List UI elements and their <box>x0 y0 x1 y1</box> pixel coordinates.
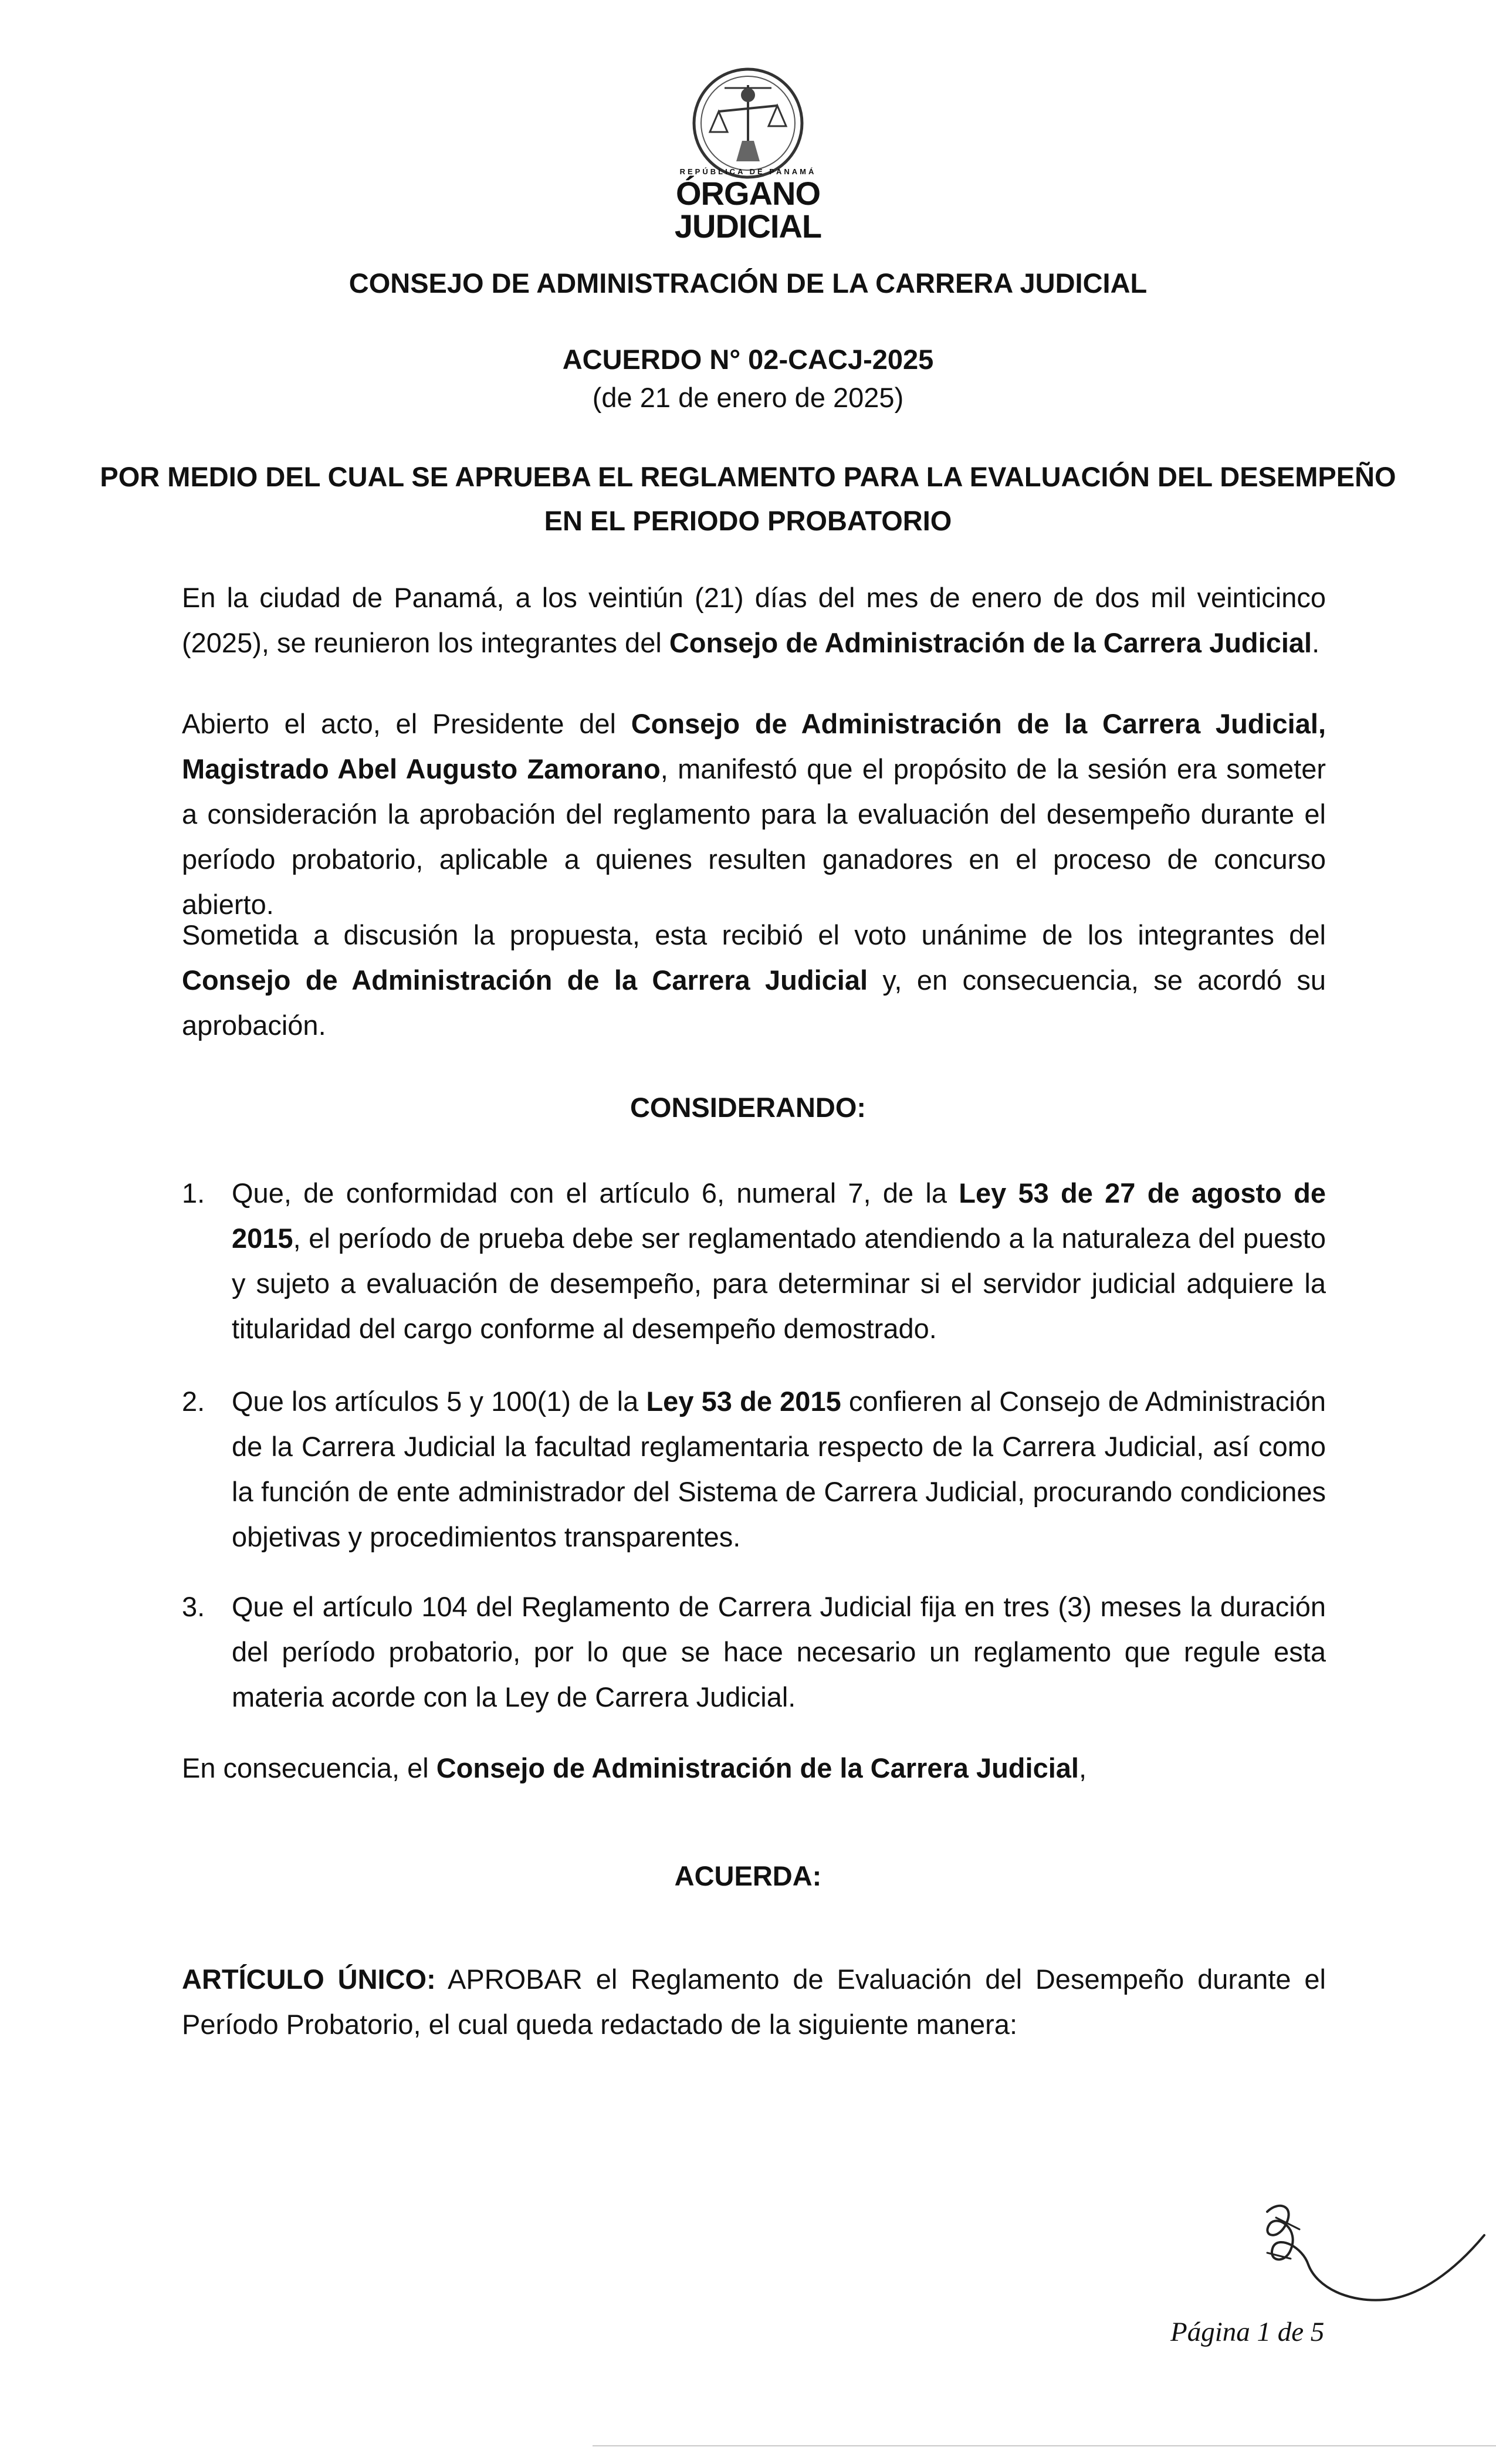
seal-republic-text: REPÚBLICA DE PANAMÁ <box>679 167 817 176</box>
intro-paragraph-1 <box>182 575 1326 665</box>
item-text <box>232 1170 1326 1351</box>
page-number: Página 1 de 5 <box>1170 2317 1325 2347</box>
bold-run: Ley 53 de 27 de agosto de 2015 <box>232 1177 1326 1254</box>
agreement-title-line1: POR MEDIO DEL CUAL SE APRUEBA EL REGLAMENTO PARA LA EVALUACIÓN DEL DESEMPEÑO <box>100 461 1396 492</box>
text-run: Sometida a discusión la propuesta, esta recibió el voto unánime de los integrantes del <box>182 919 1326 950</box>
item-text <box>232 1584 1326 1720</box>
bold-run: ARTÍCULO ÚNICO: <box>182 1964 436 1995</box>
text-run: En la ciudad de Panamá, a los veintiún (21) días del mes de enero de dos mil veinticinco (2025), se reunieron los integrantes del <box>182 582 1326 658</box>
agreement-title-line2: EN EL PERIODO PROBATORIO <box>544 505 952 536</box>
text-run: Que los artículos 5 y 100(1) de la <box>232 1386 647 1417</box>
item-text <box>232 1379 1326 1559</box>
text-run: , manifestó que el propósito de la sesión era someter a consideración la aprobación del reglamento para la evaluación del desempeño durante el período probatorio, aplicable a quienes resulten ganadores en el proceso de concurso abierto. <box>182 753 1326 920</box>
bold-run: Consejo de Administración de la Carrera Judicial <box>669 627 1312 658</box>
considerando-item <box>182 1379 1326 1559</box>
text-run: . <box>1312 627 1320 658</box>
bottom-divider <box>593 2445 1496 2446</box>
bold-run: Consejo de Administración de la Carrera Judicial, Magistrado Abel Augusto Zamorano <box>182 708 1326 784</box>
text-run: , el período de prueba debe ser reglamentado atendiendo a la naturaleza del puesto y sujeto a evaluación de desempeño, para determinar si el servidor judicial adquiere la titularidad del cargo conforme al desempeño demostrado. <box>232 1223 1326 1344</box>
text-run: APROBAR el Reglamento de Evaluación del Desempeño durante el Período Probatorio, el cual queda redactado de la siguiente manera: <box>182 1964 1326 2040</box>
bold-run: Ley 53 de 2015 <box>646 1386 841 1417</box>
seal-name-line2: JUDICIAL <box>674 208 822 245</box>
closing-paragraph <box>182 1745 1326 1791</box>
considerando-item <box>182 1170 1326 1351</box>
agreement-title <box>0 455 1496 543</box>
text-run: Que, de conformidad con el artículo 6, numeral 7, de la <box>232 1177 959 1209</box>
considerando-heading: CONSIDERANDO: <box>629 1092 867 1123</box>
bold-run: Consejo de Administración de la Carrera Judicial <box>436 1752 1079 1783</box>
intro-paragraph-2 <box>182 701 1326 927</box>
article-paragraph <box>182 1957 1326 2047</box>
item-number: 2. <box>182 1386 205 1417</box>
considerando-item <box>182 1584 1326 1720</box>
agreement-date: (de 21 de enero de 2025) <box>592 382 904 413</box>
text-run: y, en consecuencia, se acordó su aprobación. <box>182 964 1326 1041</box>
council-heading: CONSEJO DE ADMINISTRACIÓN DE LA CARRERA JUDICIAL <box>348 268 1148 299</box>
text-run: Que el artículo 104 del Reglamento de Carrera Judicial fija en tres (3) meses la duración del período probatorio, por lo que se hace necesario un reglamento que regule esta materia acorde con la Ley de Carrera Judicial. <box>232 1591 1326 1712</box>
item-number: 1. <box>182 1177 205 1209</box>
seal-name-line1: ÓRGANO <box>676 175 820 212</box>
agreement-number: ACUERDO N° 02-CACJ-2025 <box>562 344 934 375</box>
acuerda-heading: ACUERDA: <box>674 1860 822 1891</box>
scales-of-justice-emblem <box>689 65 807 182</box>
text-run: confieren al Consejo de Administración de la Carrera Judicial la facultad reglamentaria respecto de la Carrera Judicial, así como la función de ente administrador del Sistema de Carrera Judicial, procurando condiciones objetivas y procedimientos transparentes. <box>232 1386 1326 1552</box>
item-number: 3. <box>182 1591 205 1622</box>
text-run: En consecuencia, el <box>182 1752 436 1783</box>
bold-run: Consejo de Administración de la Carrera Judicial <box>182 964 868 996</box>
text-run: , <box>1078 1752 1087 1783</box>
intro-paragraph-3 <box>182 912 1326 1048</box>
text-run: Abierto el acto, el Presidente del <box>182 708 631 739</box>
